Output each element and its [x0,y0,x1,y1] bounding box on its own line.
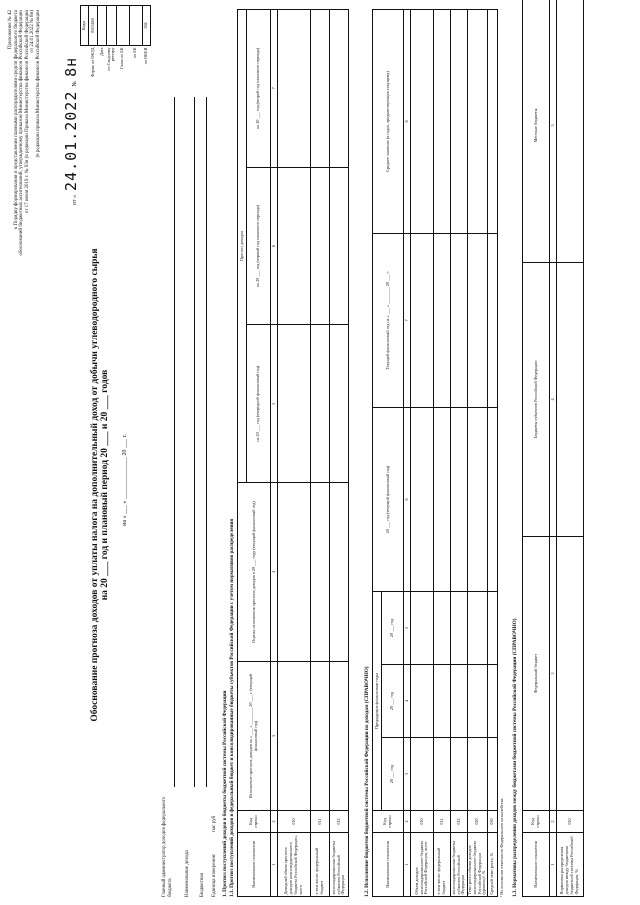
code-label-date: Дата [98,47,104,56]
t11-header-code: Код строки [238,811,271,833]
table-1-1 [237,9,349,897]
budget-class-label: Бюджетная [200,873,205,897]
t12-num: 7 [404,234,411,408]
income-name-label: Наименование дохода [185,850,190,897]
handwritten-number: 8н [62,56,80,77]
unit-line [212,816,218,897]
income-name-underline [194,97,195,787]
unit-value: тыс руб [212,815,217,833]
t11-num: 7 [271,10,278,168]
t12-row-code: 012 [451,811,468,833]
table-row [557,0,584,897]
t12-num: 1 [404,833,411,897]
code-label-registry: по Сводному реестру [105,47,116,71]
date-prefix: от « [72,194,78,205]
title-line-1: Обоснование прогноза доходов от уплаты налога на дополнительный доход от добычи углеводородного сырья [90,248,100,722]
appendix-line-1: к Порядку формирования и представления главными распорядителями средств федерального бюджета [13,10,19,230]
code-label-glava: Глава по БК [119,47,125,69]
t11-num: 3 [271,662,278,811]
t13-header-federal: Федеральный бюджет [523,537,550,811]
t12-row-code: 020 [468,811,488,833]
codes-header: Коды [81,6,89,46]
footnote: ¹ На основании отчетности Федерального казначейства. [499,797,504,897]
handwritten-date: 24.01.2022 [62,90,80,191]
code-label-okud: Форма по ОКУД [89,47,95,77]
t11-num-row [271,10,278,897]
t13-num: 1 [550,833,557,897]
t11-header-exec: Исполнение прогноза доходов на « ___ » ________ 20 ___ г. (текущий финансовый год) [238,662,271,811]
appendix-line-5: (в редакции приказа Министерства финансов Российской Федерации [35,10,41,158]
t12-row-name: Темп роста объема доходов консолидированного бюджета Российской Федерации (уровень)¹, % [468,833,488,897]
t11-header-y1: на 20 ___ год (очередной финансовый год) [247,325,271,483]
section-1-1-title: 1.1. Прогноз поступлений доходов в федеральный бюджет и консолидированные бюджеты субъектов Российской Федерации с учетом нормативов распределения [229,518,235,897]
t13-num: 5 [550,0,557,263]
table-row [278,10,311,897]
t12-header-name: Наименование показателя [373,833,404,897]
t13-num: 2 [550,811,557,833]
table-row [468,10,488,897]
t12-header-average: Среднее значение (в годах, предшествующих текущему) [373,10,404,234]
t12-num: 5 [404,592,411,665]
t11-header-forecast: Прогноз доходов [238,10,247,483]
t11-header-y3: на 20 ___ год (второй год планового периода) [247,10,271,168]
table-row [411,10,434,897]
appendix-line-3: от 17 июня 2019 г. № 93н (в редакции Приказа Министерства финансов Российской Федерации [24,10,30,214]
t12-header-y3: 20 ___ год [382,592,404,665]
table-row [451,10,468,897]
code-value-glava [116,6,129,46]
amendment-date-line [62,15,81,205]
t12-header-current-date: Текущий финансовый год на « ___ » ________ 20 ___ г. [373,234,404,408]
code-label-bk: по БК [132,47,138,59]
t12-num: 8 [404,10,411,234]
t13-header-local: Местные бюджеты [523,0,550,263]
t12-num: 4 [404,665,411,738]
t13-row-name: Нормативы распределения доходов между бюджетами бюджетной системы Российской Федерации, % [557,833,584,897]
t12-header-current: 20 ___ год (текущий финансовый год) [373,408,404,592]
t13-num: 3 [550,537,557,811]
section-1-3-title: 1.3. Нормативы распределения доходов между бюджетами бюджетной системы Российской Федерации (СПРАВОЧНО) [512,618,518,897]
admin-label: Главный администратор доходов федерального бюджета [162,796,173,897]
t13-num: 4 [550,263,557,537]
table-row [330,10,349,897]
code-value-okei: 384 [142,6,150,46]
t12-row-code: 011 [434,811,451,833]
appendix-line-2: обоснований бюджетных ассигнований, утвержденному приказом Министерства финансов Российской Федерации [19,10,24,256]
title-line-2: на 20 ___ год и плановый период 20 ___ и 20 ___ годов [100,369,110,601]
t12-row-name: консолидированные бюджеты субъектов Российской Федерации [451,833,468,897]
code-value-bk [129,6,142,46]
t11-num: 1 [271,833,278,897]
t12-row-name: Средний темп роста, % [488,833,498,897]
t12-row-code: 030 [488,811,498,833]
t12-num: 2 [404,811,411,833]
t12-row-code: 010 [411,811,434,833]
code-value-okud: 0505460 [89,6,98,46]
t11-num: 5 [271,325,278,483]
t12-header-y2: 20 ___ год [382,665,404,738]
t13-header-code: Код строки [523,811,550,833]
code-value-date [98,6,107,46]
t13-row-code: 010 [557,811,584,833]
code-value-registry [107,6,117,46]
table-1-3 [522,0,584,897]
admin-underline [174,97,175,787]
budget-class-underline [206,97,207,787]
t12-num-row [404,10,411,897]
appendix-number: Приложение № 42 [8,10,13,50]
code-label-okei: по ОКЕИ [142,47,148,65]
section-1-title: 1. Прогноз поступлений доходов в бюджеты бюджетной системы Российской Федерации [222,690,228,897]
t12-num: 6 [404,408,411,592]
unit-label: Единица измерения: [212,853,217,897]
t11-num: 4 [271,483,278,662]
t11-num: 2 [271,811,278,833]
t11-row-name: Доходный объем прогноза доходов консолидированного бюджета Российской Федерации, всего [278,833,311,897]
section-1-2-title: 1.2. Исполнение бюджетов бюджетной системы Российской Федерации по доходам (СПРАВОЧНО) [364,666,370,897]
table-row [488,10,498,897]
t11-row-code: 012 [330,811,349,833]
number-prefix: № [72,80,78,87]
t11-row-name: консолидированные бюджеты субъектов Российской Федерации [330,833,349,897]
t13-num-row [550,0,557,897]
table-row [311,10,330,897]
table-1-2 [372,9,498,897]
t12-num: 3 [404,738,411,811]
t12-row-name: Объем доходов консолидированного бюджета Российской Федерации, всего [411,833,434,897]
t12-header-y1: 20 ___ год [382,738,404,811]
table-row [434,10,451,897]
t12-row-name: в том числе: федеральный бюджет [434,833,451,897]
appendix-line-4: от 24.01.2022 № 8н) [30,10,35,53]
t13-header-regional: Бюджеты субъектов Российской Федерации [523,263,550,537]
report-date-line: на « ___ » ______________ 20 ___ г. [122,434,128,526]
t11-header-y2: на 20 ___ год (первый год планового периода) [247,167,271,325]
t11-row-code: 011 [311,811,330,833]
t12-header-prev: Предыдущие финансовые годы [373,592,382,811]
appendix-header [8,10,41,330]
document-title [90,175,110,795]
t11-header-name: Наименование показателя [238,833,271,897]
t11-row-name: в том числе: федеральный бюджет [311,833,330,897]
t11-header-estimate: Оценка исполнения прогноза доходов в 20 ___ году (текущий финансовый год) [238,483,271,662]
t11-num: 6 [271,167,278,325]
t12-header-code: Код строки [373,811,404,833]
t11-row-code: 010 [278,811,311,833]
t13-header-name: Наименование показателя [523,833,550,897]
